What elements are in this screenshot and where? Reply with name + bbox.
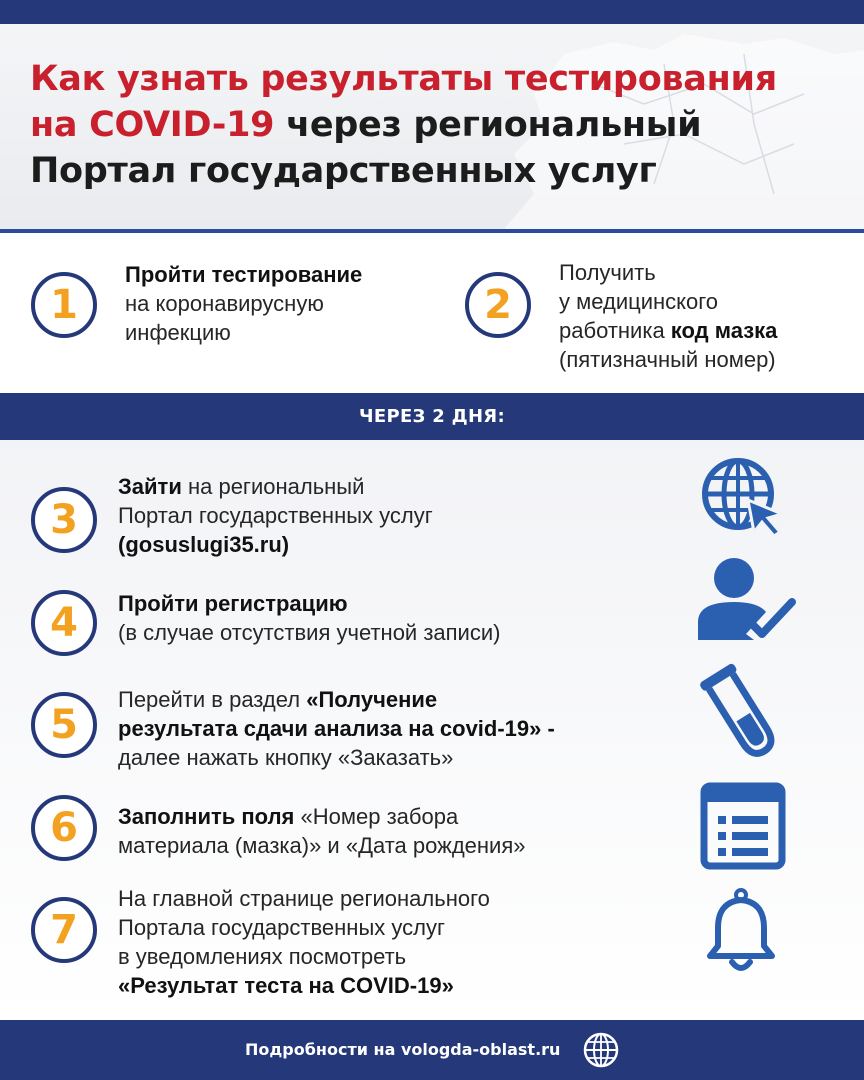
step-2-line2: у медицинского [559,289,719,314]
footer-text [245,1040,560,1059]
globe-icon [582,1031,620,1069]
step-1-bold: Пройти тестирование [125,262,363,287]
page-title [30,56,830,194]
step-1-number: 1 [31,272,97,338]
globe-cursor-icon [700,456,790,536]
step-2-code-label: код мазка [670,318,778,343]
step-2-text [559,258,859,374]
footer-pre: Подробности на [245,1040,401,1059]
step-4-line2: (в случае отсутствия учетной записи) [118,620,501,645]
step-7-number: 7 [31,897,97,963]
step-6-text [118,802,678,860]
step-2-line3-pre: работника [559,318,671,343]
step-5-pre: Перейти в раздел [118,687,307,712]
step-3-site: (gosuslugi35.ru) [118,532,290,557]
title-covid: на COVID-19 [30,105,275,145]
step-1-line3: инфекцию [125,320,231,345]
step-5-bold2: результата сдачи анализа на covid-19» - [118,716,555,741]
header [0,24,864,229]
step-1-text [125,260,445,347]
step-2-line1: Получить [559,260,656,285]
footer-site-link[interactable]: vologda-oblast.ru [400,1040,561,1059]
band-label: ЧЕРЕЗ 2 ДНЯ: [359,406,505,427]
step-3-line2: Портал государственных услуг [118,503,433,528]
step-2-number: 2 [465,272,531,338]
title-line3: Портал государственных услуг [30,151,657,191]
step-5-text [118,685,688,772]
after-2-days-band [0,393,864,440]
bell-icon [706,888,776,974]
user-check-icon [696,556,796,642]
step-5-number: 5 [31,692,97,758]
step-2-line4: (пятизначный номер) [559,347,776,372]
footer [0,1020,864,1080]
step-6-rest: «Номер забора [294,804,459,829]
step-4-number: 4 [31,590,97,656]
step-4-text [118,589,678,647]
step-3-rest: на региональный [181,474,365,499]
step-7-line2: Портала государственных услуг [118,915,445,940]
step-3-number: 3 [31,487,97,553]
title-line2: через региональный [274,105,702,145]
step-6-bold: Заполнить поля [118,804,295,829]
step-1-line2: на коронавирусную [125,291,324,316]
step-3-text [118,472,678,559]
step-4-bold: Пройти регистрацию [118,591,348,616]
step-6-number: 6 [31,795,97,861]
form-window-icon [700,782,786,870]
step-6-line2: материала (мазка)» и «Дата рождения» [118,833,526,858]
step-7-line1: На главной странице регионального [118,886,490,911]
title-line1: Как узнать результаты тестирования [30,59,777,99]
steps-top-section [0,233,864,393]
top-bar [0,0,864,24]
step-7-text [118,884,698,1000]
step-3-bold: Зайти [118,474,182,499]
test-tube-icon [700,662,780,762]
step-7-line3: в уведомлениях посмотреть [118,944,407,969]
step-5-line3: далее нажать кнопку «Заказать» [118,745,454,770]
step-5-bold1: «Получение [306,687,438,712]
step-7-bold: «Результат теста на COVID-19» [118,973,454,998]
